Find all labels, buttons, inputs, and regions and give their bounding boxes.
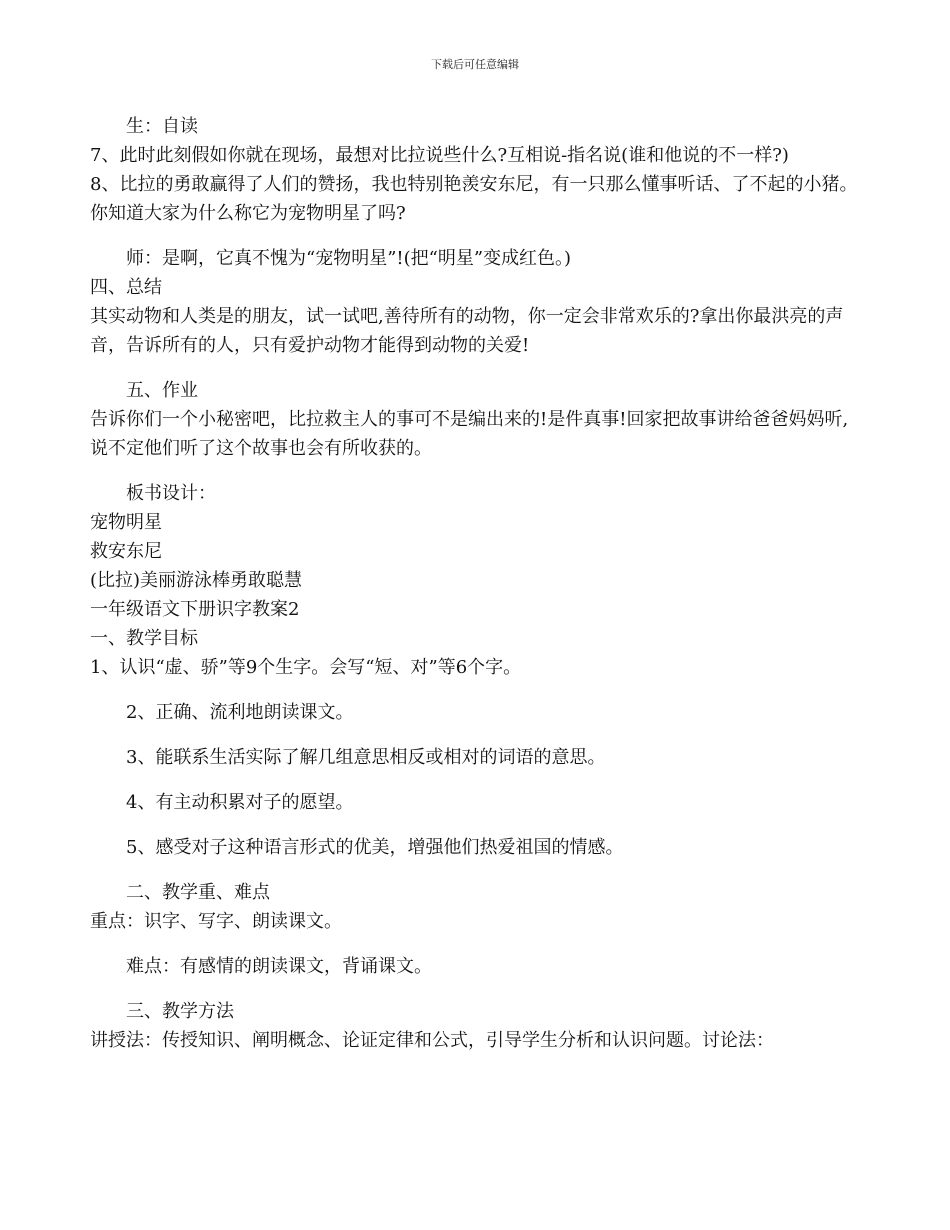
document-body [90,112,865,1055]
paragraph: 师：是啊，它真不愧为“宠物明星”!(把“明星”变成红色。) [126,248,572,269]
board-line: 救安东尼 [90,541,162,562]
section-heading: 一、教学目标 [90,628,198,649]
paragraph: 7、此时此刻假如你就在现场，最想对比拉说些什么?互相说-指名说(谁和他说的不一样?) [90,145,789,166]
list-item: 2、正确、流利地朗读课文。 [126,702,354,723]
list-item: 1、认识“虚、骄”等9个生字。会写“短、对”等6个字。 [90,657,522,678]
section-heading: 二、教学重、难点 [126,882,270,903]
document-title: 一年级语文下册识字教案2 [90,599,300,620]
paragraph: 生：自读 [126,116,198,137]
section-heading: 五、作业 [126,380,198,401]
paragraph: 其实动物和人类是的朋友，试一试吧,善待所有的动物，你一定会非常欢乐的?拿出你最洪亮的声音，告诉所有的人，只有爱护动物才能得到动物的关爱! [90,306,844,356]
paragraph: 8、比拉的勇敢赢得了人们的赞扬，我也特别艳羡安东尼，有一只那么懂事听话、了不起的小猪。你知道大家为什么称它为宠物明星了吗? [90,174,858,224]
list-item: 3、能联系生活实际了解几组意思相反或相对的词语的意思。 [126,747,606,768]
board-line: (比拉)美丽游泳棒勇敢聪慧 [90,570,303,591]
board-line: 宠物明星 [90,512,162,533]
list-item: 4、有主动积累对子的愿望。 [126,792,354,813]
list-item: 5、感受对子这种语言形式的优美，增强他们热爱祖国的情感。 [126,837,624,858]
section-heading: 板书设计： [126,483,216,504]
paragraph: 告诉你们一个小秘密吧，比拉救主人的事可不是编出来的!是件真事!回家把故事讲给爸爸妈妈听,说不定他们听了这个故事也会有所收获的。 [90,409,849,459]
paragraph: 讲授法：传授知识、阐明概念、论证定律和公式，引导学生分析和认识问题。讨论法： [90,1030,774,1051]
section-heading: 三、教学方法 [126,1001,234,1022]
page-header: 下载后可任意编辑 [431,58,519,71]
section-heading: 四、总结 [90,277,162,298]
paragraph: 重点：识字、写字、朗读课文。 [90,911,342,932]
paragraph: 难点：有感情的朗读课文，背诵课文。 [126,956,432,977]
